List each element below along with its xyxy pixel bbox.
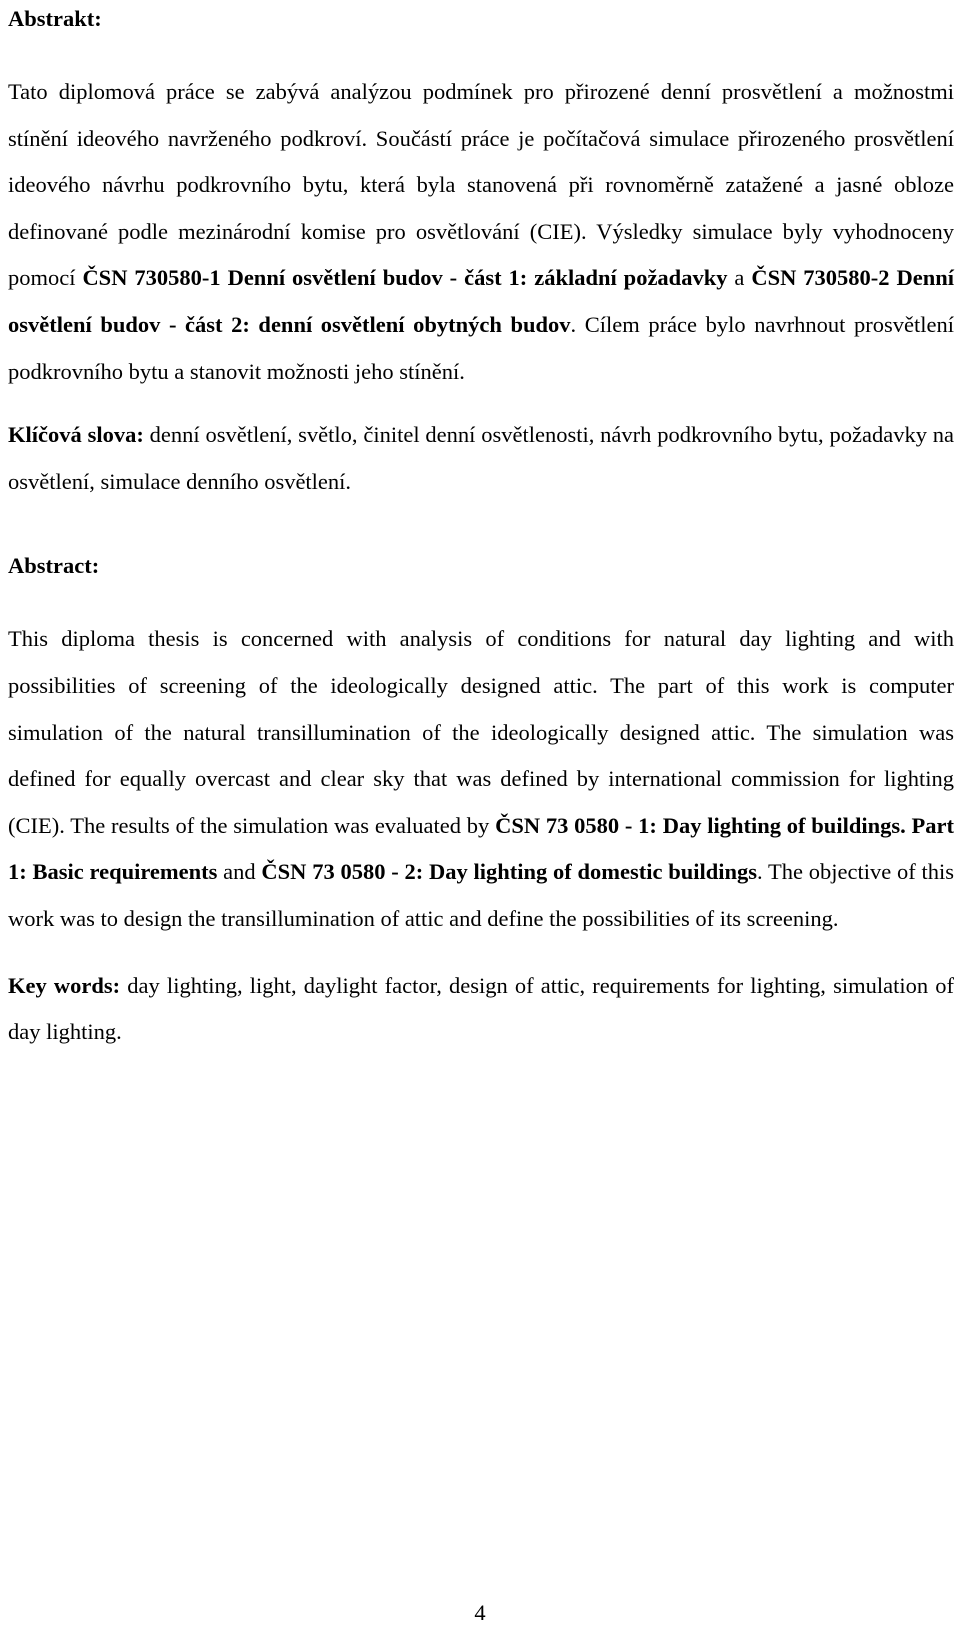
- english-conjunction: and: [217, 859, 262, 885]
- czech-keywords-paragraph: [8, 412, 954, 505]
- english-abstract-paragraph: [8, 616, 954, 942]
- english-keywords-text: day lighting, light, daylight factor, design of attic, requirements for lighting, simulation of day lighting.: [8, 972, 954, 1045]
- czech-standard-2: ČSN 730580-2 Denní osvětlení budov - část 2: denní osvětlení obytných budov: [8, 265, 954, 337]
- page-number: 4: [474, 1600, 486, 1625]
- heading-abstrakt: Abstrakt:: [8, 6, 102, 31]
- czech-abstract-text-2: . Cílem práce bylo navrhnout prosvětlení podkrovního bytu a stanovit možnosti jeho stínění.: [8, 311, 954, 384]
- czech-abstract-paragraph: [8, 69, 954, 395]
- english-standard-1: ČSN 73 0580 - 1: Day lighting of buildings. Part 1: Basic requirements: [8, 812, 954, 885]
- czech-keywords-label: Klíčová slova:: [8, 422, 144, 448]
- english-standard-2: ČSN 73 0580 - 2: Day lighting of domestic buildings: [261, 859, 758, 885]
- english-abstract-text-1: This diploma thesis is concerned with analysis of conditions for natural day lighting and with possibilities of screening of the ideologically designed attic. The part of this work is computer simulation of the natural transillumination of the ideologically designed attic. The simulation was defined for equally overcast and clear sky that was defined by international commission for lighting (CIE). The results of the simulation was evaluated by: [8, 626, 954, 838]
- english-keywords-paragraph: [8, 963, 954, 1056]
- czech-abstract-text-1: Tato diplomová práce se zabývá analýzou podmínek pro přirozené denní prosvětlení a možnostmi stínění ideového navrženého podkroví. Součástí práce je počítačová simulace přirozeného prosvětlení ideového návrhu podkrovního bytu, která byla stanovená při rovnoměrně zatažené a jasné obloze definované podle mezinárodní komise pro osvětlování (CIE). Výsledky simulace byly vyhodnoceny pomocí: [8, 79, 954, 291]
- document-page: [8, 0, 954, 1056]
- heading-abstract: Abstract:: [8, 553, 100, 579]
- czech-keywords-text: denní osvětlení, světlo, činitel denní osvětlenosti, návrh podkrovního bytu, požadavky na osvětlení, simulace denního osvětlení.: [8, 422, 955, 494]
- czech-standard-1: ČSN 730580-1 Denní osvětlení budov - část 1: základní požadavky: [82, 265, 728, 291]
- czech-conjunction: a: [727, 265, 752, 291]
- english-abstract-text-2: . The objective of this work was to design the transillumination of attic and define the possibilities of its screening.: [8, 859, 954, 931]
- english-keywords-label: Key words:: [8, 972, 121, 998]
